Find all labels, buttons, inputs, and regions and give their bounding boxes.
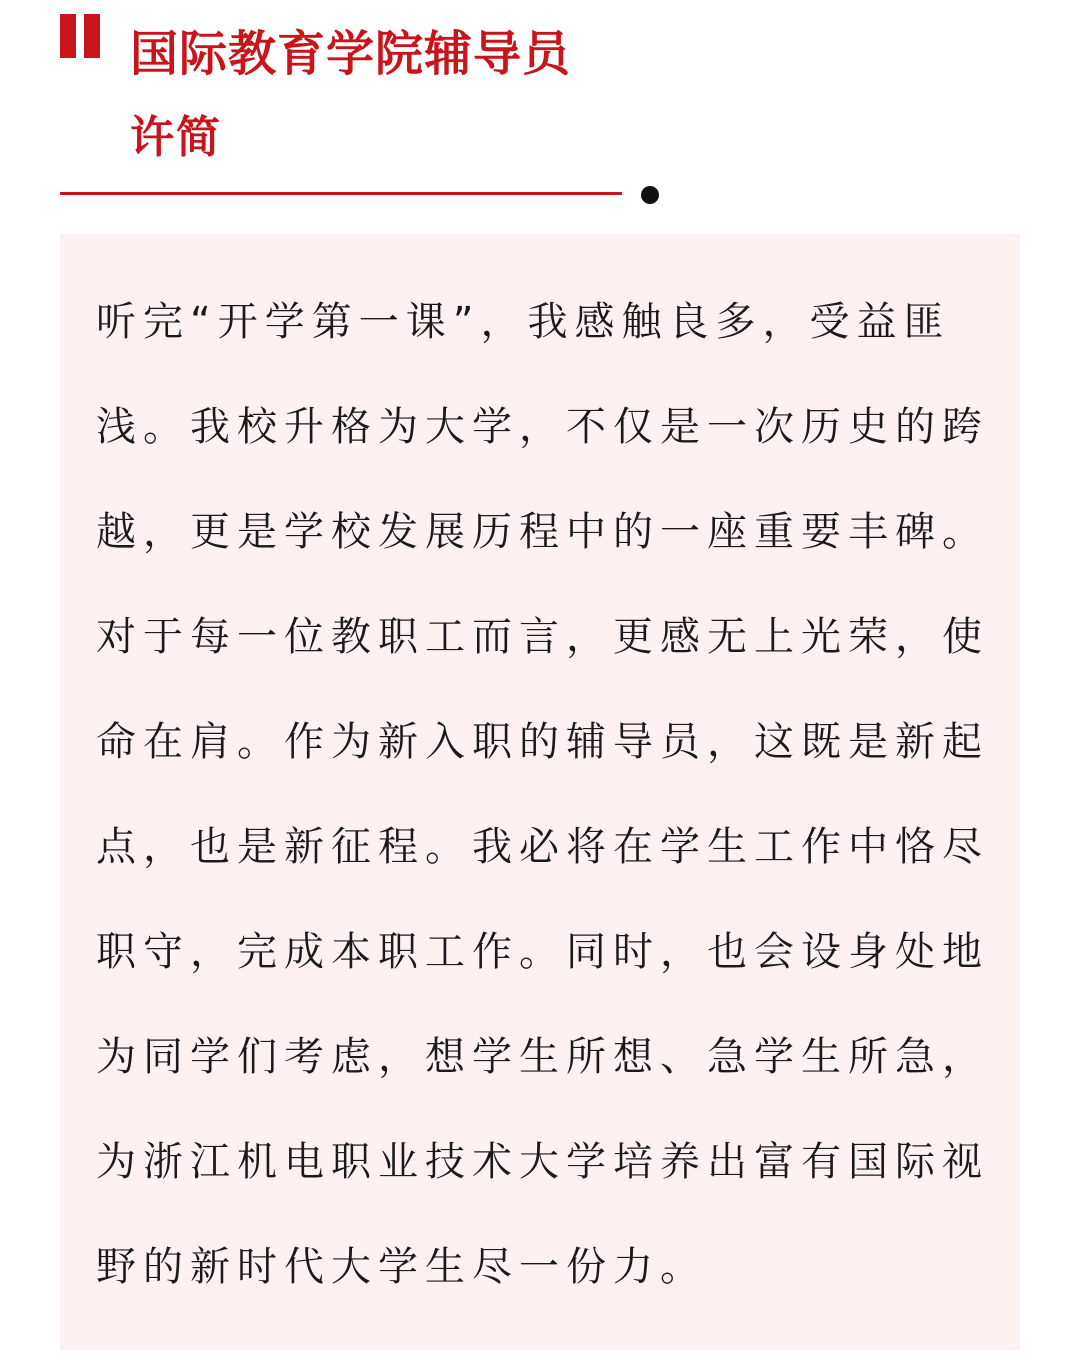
article-line: 听完“开学第一课”，我感触良多，受益匪 [96,299,951,345]
header-divider-dot [641,186,659,204]
title-accent-bar-right [84,14,100,58]
header-divider-line [60,192,622,195]
article-line: 野的新时代大学生尽一份力。 [96,1244,707,1290]
article-body [96,270,989,1320]
article-line: 对于每一位教职工而言，更感无上光荣，使 [96,614,989,660]
article-line: 点，也是新征程。我必将在学生工作中恪尽 [96,824,989,870]
article-line: 越，更是学校发展历程中的一座重要丰碑。 [96,509,989,555]
article-line: 职守，完成本职工作。同时，也会设身处地 [96,929,989,975]
article-line: 为浙江机电职业技术大学培养出富有国际视 [96,1139,989,1185]
article-panel [60,234,1020,1350]
article-line: 命在肩。作为新入职的辅导员，这既是新起 [96,719,989,765]
article-line: 为同学们考虑，想学生所想、急学生所急， [96,1034,989,1080]
title-accent-bar-left [60,14,76,58]
author-name: 许简 [130,112,222,163]
article-line: 浅。我校升格为大学，不仅是一次历史的跨 [96,404,989,450]
page-title: 国际教育学院辅导员 [130,26,572,82]
